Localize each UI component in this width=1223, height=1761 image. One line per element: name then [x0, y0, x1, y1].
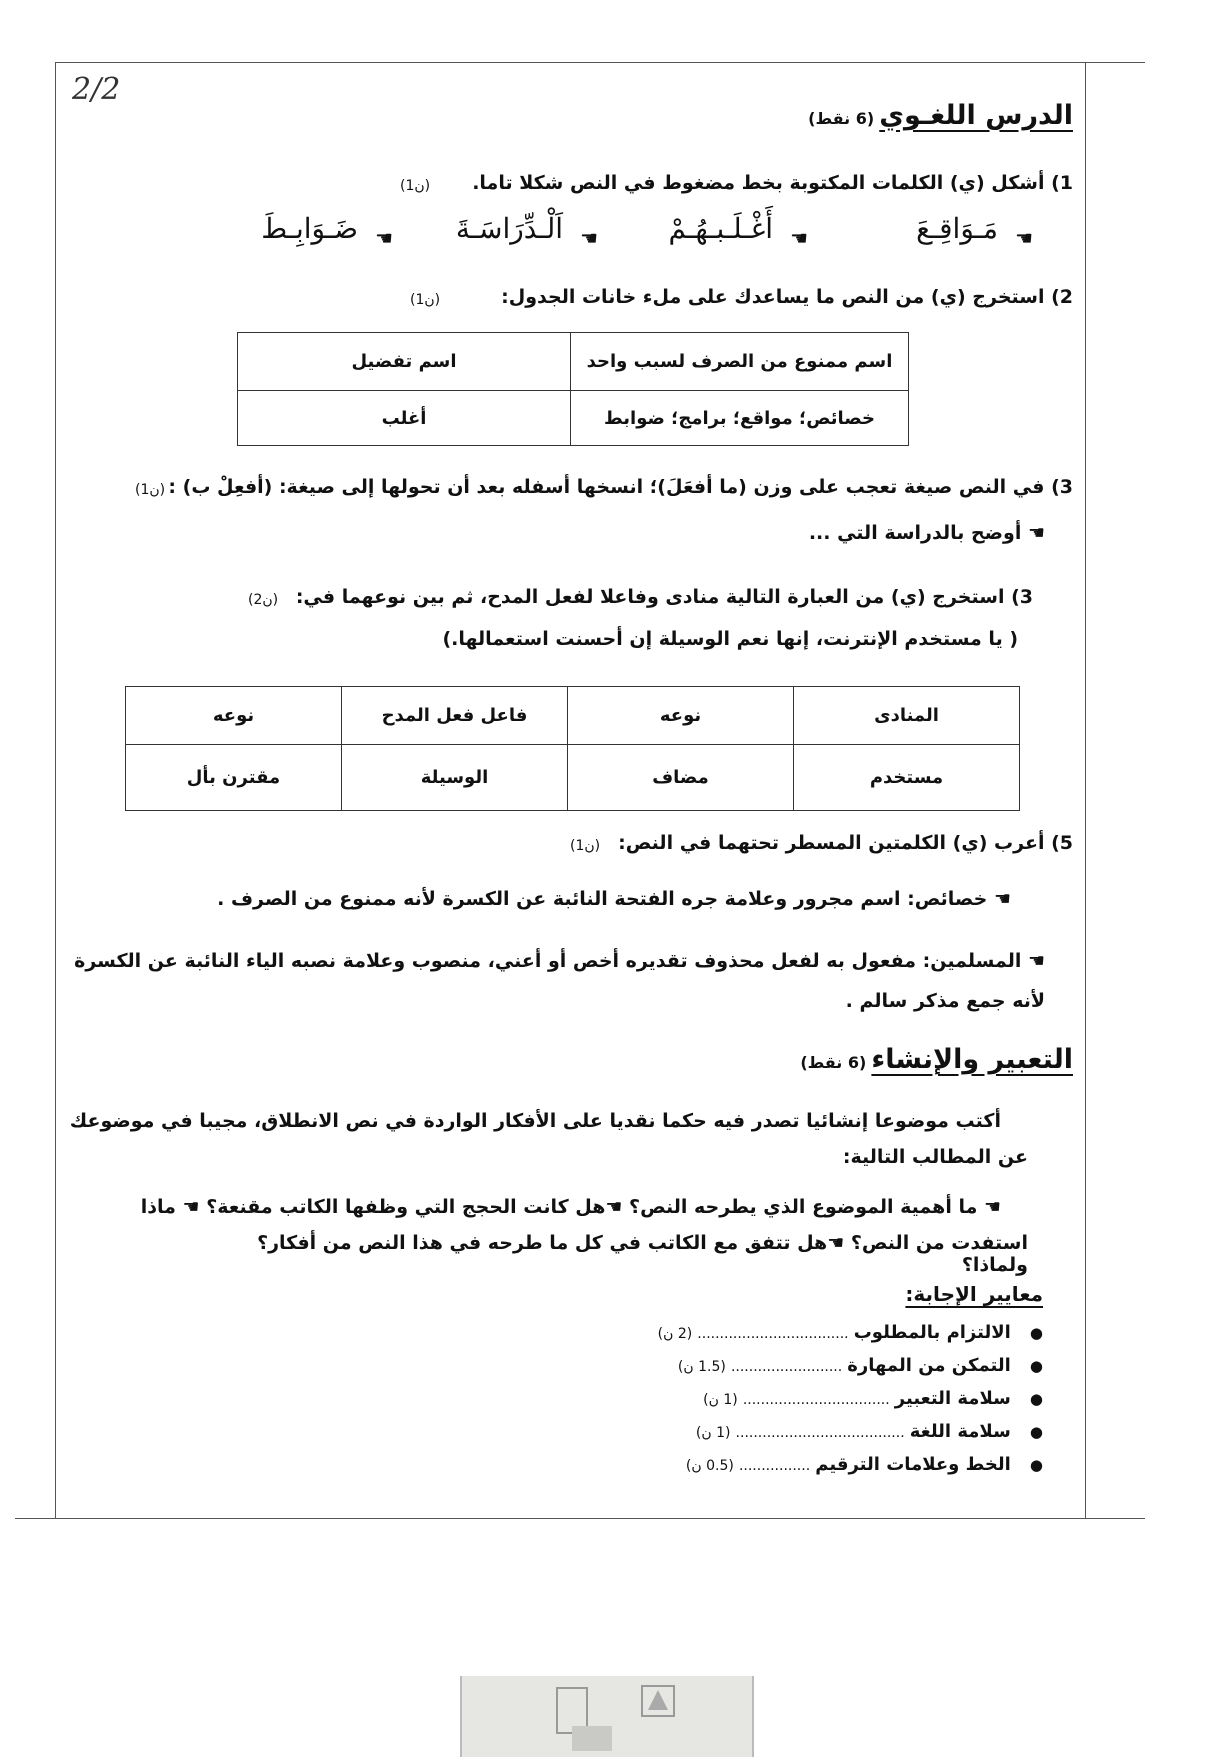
- q4-table-cell: مستخدم: [794, 745, 1020, 811]
- composition-prompt-line1: أكتب موضوعا إنشائيا تصدر فيه حكما نقديا على الأفكار الواردة في نص الانطلاق، مجيبا في موضوعك: [69, 1110, 1001, 1132]
- q2-table-cell: أغلب: [238, 391, 571, 446]
- arrow-bullet-icon: ☚: [790, 226, 808, 250]
- frame-right-border: [1085, 62, 1086, 1518]
- composition-demands-line2: استفدت من النص؟ ☚هل تتفق مع الكاتب في كل ما طرحه في هذا النص من أفكار؟ ولماذا؟: [257, 1232, 1028, 1276]
- criteria-title: معايير الإجابة:: [905, 1282, 1043, 1306]
- q4-table-header: نوعه: [126, 687, 342, 745]
- composition-points: (6 نقط): [800, 1053, 867, 1072]
- bullet-icon: ●: [1029, 1324, 1043, 1342]
- bullet-icon: ●: [1029, 1357, 1043, 1375]
- arrow-bullet-icon: ☚: [375, 226, 393, 250]
- bullet-icon: ●: [1029, 1390, 1043, 1408]
- composition-section-header: [613, 1044, 1073, 1075]
- page-number: 2/2: [72, 72, 121, 107]
- criteria-dots: ..................................: [697, 1326, 849, 1342]
- criteria-label: سلامة اللغة: [909, 1421, 1011, 1442]
- q2-table-header: اسم ممنوع من الصرف لسبب واحد: [571, 333, 909, 391]
- criteria-mark: (2 ن): [657, 1326, 693, 1342]
- q1-word-list: [193, 212, 1033, 262]
- bullet-icon: ●: [1029, 1456, 1043, 1474]
- q4-table-header: نوعه: [568, 687, 794, 745]
- bullet-icon: ●: [1029, 1423, 1043, 1441]
- criteria-dots: .................................: [742, 1392, 890, 1408]
- q4-table-header: المنادى: [794, 687, 1020, 745]
- q1-word: أَغْـلَـبـهُـمْ: [668, 212, 773, 245]
- q5-answer-2-line2: لأنه جمع مذكر سالم .: [845, 990, 1045, 1012]
- q3-mark: (1ن): [135, 482, 166, 498]
- q5-text: 5) أعرب (ي) الكلمتين المسطر تحتهما في النص:: [618, 832, 1073, 854]
- composition-demands-line1: ☚ ما أهمية الموضوع الذي يطرحه النص؟ ☚هل كانت الحجج التي وظفها الكاتب مقنعة؟ ☚ ماذا: [140, 1196, 1001, 1218]
- q2-table-header: اسم تفضيل: [238, 333, 571, 391]
- criteria-mark: (1 ن): [695, 1425, 731, 1441]
- q2-mark: (1ن): [410, 292, 441, 308]
- q1-word: مَـوَاقِـعَ: [916, 212, 998, 245]
- language-section-header: [613, 100, 1073, 131]
- q1-word: اَلْـدِّرَاسَـةَ: [455, 212, 563, 245]
- q1-text: 1) أشكل (ي) الكلمات المكتوبة بخط مضغوط في النص شكلا تاما.: [472, 172, 1073, 194]
- criteria-mark: (1 ن): [703, 1392, 738, 1408]
- q4-table: [125, 686, 1020, 811]
- q5-mark: (1ن): [570, 838, 601, 854]
- q4-table-header: فاعل فعل المدح: [342, 687, 568, 745]
- q4-table-cell: مقترن بأل: [126, 745, 342, 811]
- criteria-dots: ......................................: [735, 1425, 905, 1441]
- frame-left-border: [55, 62, 56, 1518]
- q4-mark: (2ن): [248, 592, 279, 608]
- q4-sentence: ( يا مستخدم الإنترنت، إنها نعم الوسيلة إن أحسنت استعمالها.): [442, 628, 1018, 650]
- criteria-mark: (0.5 ن): [685, 1458, 734, 1474]
- criteria-mark: (1.5 ن): [677, 1359, 726, 1375]
- criteria-label: الالتزام بالمطلوب: [853, 1322, 1011, 1343]
- q1-word: ضَـوَابِـطَ: [261, 212, 358, 245]
- q5-answer-1: ☚ خصائص: اسم مجرور وعلامة جره الفتحة النائبة عن الكسرة لأنه ممنوع من الصرف .: [217, 888, 1011, 910]
- criteria-item: [443, 1454, 1043, 1487]
- q1-mark: (1ن): [400, 178, 431, 194]
- frame-top-border: [55, 62, 1145, 63]
- q5-answer-2-line1: ☚ المسلمين: مفعول به لفعل محذوف تقديره أخص أو أعني، منصوب وعلامة نصبه الياء النائبة عن الكسرة: [74, 950, 1045, 972]
- criteria-label: سلامة التعبير: [894, 1388, 1011, 1409]
- criteria-item: [443, 1355, 1043, 1388]
- scanner-stamp-image: [460, 1676, 754, 1757]
- q4-table-cell: الوسيلة: [342, 745, 568, 811]
- stamp-logo-icon: [462, 1676, 752, 1757]
- criteria-item: [443, 1421, 1043, 1454]
- criteria-item: [443, 1388, 1043, 1421]
- composition-title: التعبير والإنشاء: [871, 1044, 1073, 1075]
- q2-text: 2) استخرج (ي) من النص ما يساعدك على ملء خانات الجدول:: [501, 286, 1073, 308]
- criteria-label: التمكن من المهارة: [847, 1355, 1011, 1376]
- composition-prompt-line2: عن المطالب التالية:: [842, 1146, 1028, 1168]
- q2-table: [237, 332, 909, 446]
- q3-answer: ☚ أوضح بالدراسة التي ...: [808, 522, 1045, 544]
- language-points: (6 نقط): [808, 109, 875, 128]
- criteria-list: [443, 1322, 1043, 1487]
- q4-table-cell: مضاف: [568, 745, 794, 811]
- criteria-label: الخط وعلامات الترقيم: [815, 1454, 1011, 1475]
- frame-bottom-border: [15, 1518, 1145, 1519]
- q4-text: 3) استخرج (ي) من العبارة التالية منادى وفاعلا لفعل المدح، ثم بين نوعهما في:: [295, 586, 1033, 608]
- criteria-dots: ................: [738, 1458, 811, 1474]
- criteria-dots: .........................: [730, 1359, 843, 1375]
- arrow-bullet-icon: ☚: [1015, 226, 1033, 250]
- q2-table-cell: خصائص؛ مواقع؛ برامج؛ ضوابط: [571, 391, 909, 446]
- criteria-item: [443, 1322, 1043, 1355]
- language-title: الدرس اللغـوي: [879, 100, 1073, 131]
- arrow-bullet-icon: ☚: [580, 226, 598, 250]
- q3-text: 3) في النص صيغة تعجب على وزن (ما أفعَلَ)؛ انسخها أسفله بعد أن تحولها إلى صيغة: (أفعِلْ ب) :: [168, 476, 1073, 498]
